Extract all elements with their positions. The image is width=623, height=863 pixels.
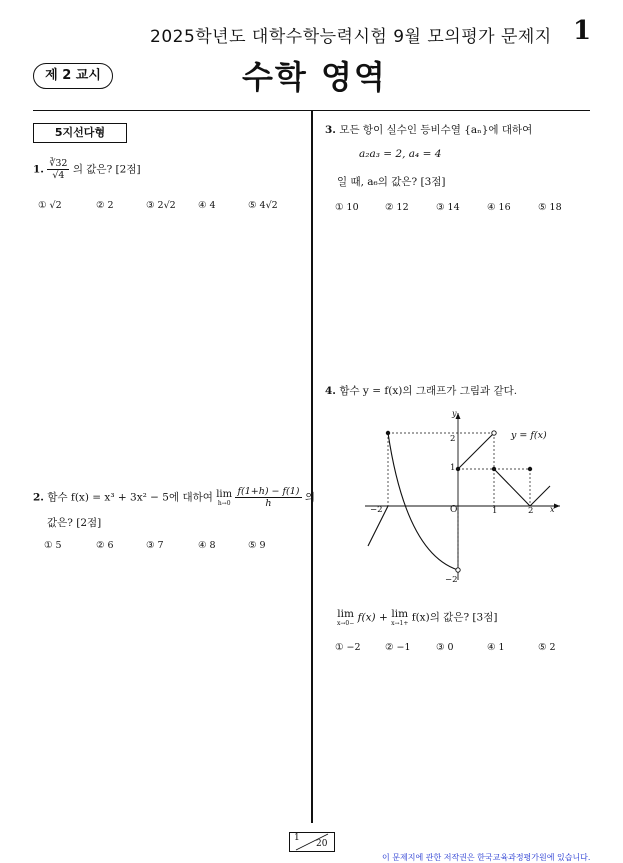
question-type-box: 5지선다형 — [33, 123, 127, 143]
choice-3[interactable]: ③ 14 — [436, 202, 460, 213]
column-divider — [311, 111, 313, 823]
tick-y-1: 1 — [450, 463, 456, 473]
question-1 — [33, 158, 141, 181]
graph-curve — [368, 433, 550, 570]
choice-3[interactable]: ③ 0 — [436, 642, 454, 653]
question-1-fraction — [47, 158, 69, 181]
question-3-choices — [335, 202, 595, 216]
choice-5[interactable]: ⑤ 18 — [538, 202, 562, 213]
question-2-fraction — [235, 486, 301, 509]
choice-1[interactable]: ① 5 — [44, 540, 62, 551]
question-number: 1. — [33, 163, 44, 176]
choice-4[interactable]: ④ 16 — [487, 202, 511, 213]
choice-2[interactable]: ② 6 — [96, 540, 114, 551]
limit-operator-left — [337, 608, 354, 627]
tick-y-neg2: −2 — [445, 575, 458, 585]
question-text: f(x)의 값은? [3점] — [411, 611, 498, 624]
choice-1[interactable]: ① √2 — [38, 200, 62, 211]
lim-subscript: x→1+ — [391, 620, 409, 627]
curve-label: y = f(x) — [511, 430, 547, 441]
question-number: 4. — [325, 385, 336, 397]
choice-5[interactable]: ⑤ 2 — [538, 642, 556, 653]
expression-middle: f(x) + — [357, 611, 388, 624]
choice-4[interactable]: ④ 8 — [198, 540, 216, 551]
choice-2[interactable]: ② 12 — [385, 202, 409, 213]
total-pages: 20 — [316, 839, 328, 849]
guide-lines — [388, 433, 530, 570]
question-number: 3. — [325, 124, 336, 136]
subject-title: 수학 영역 — [242, 58, 387, 96]
question-number: 2. — [33, 491, 44, 504]
question-text: 모든 항이 실수인 등비수열 {aₙ}에 대하여 — [339, 124, 533, 136]
limit-operator — [216, 489, 232, 507]
origin-label: O — [450, 505, 458, 515]
exam-title: 2025학년도 대학수학능력시험 9월 모의평가 문제지 — [150, 27, 552, 47]
choice-2[interactable]: ② −1 — [385, 642, 411, 653]
choice-4[interactable]: ④ 1 — [487, 642, 505, 653]
choice-5[interactable]: ⑤ 4√2 — [248, 200, 278, 211]
question-text: 함수 f(x) = x³ + 3x² − 5에 대하여 — [47, 491, 213, 504]
y-axis-label: y — [452, 409, 457, 418]
question-3-ask: 일 때, a₆의 값은? [3점] — [337, 176, 446, 188]
question-text: 의 값은? [2점] — [72, 163, 141, 176]
tick-x-neg2: −2 — [370, 505, 383, 515]
question-2-line2: 값은? [2점] — [47, 517, 102, 529]
question-2 — [33, 486, 315, 509]
filled-point — [386, 431, 390, 435]
fraction-numerator: ∛32 — [49, 158, 68, 169]
question-3-condition: a₂a₃ = 2, a₄ = 4 — [359, 148, 442, 160]
question-2-choices — [44, 540, 304, 554]
choice-3[interactable]: ③ 7 — [146, 540, 164, 551]
filled-point — [492, 467, 496, 471]
tick-x-1: 1 — [492, 506, 498, 516]
choice-4[interactable]: ④ 4 — [198, 200, 216, 211]
open-point — [492, 431, 496, 435]
choice-1[interactable]: ① 10 — [335, 202, 359, 213]
period-badge: 제 2 교시 — [33, 63, 113, 89]
choice-5[interactable]: ⑤ 9 — [248, 540, 266, 551]
filled-point — [456, 467, 460, 471]
question-text-tail: 의 — [304, 491, 315, 504]
question-4-choices — [335, 642, 595, 656]
lim-subscript: h→0 — [217, 499, 231, 507]
page-number: 1 — [573, 16, 592, 46]
limit-operator-right — [391, 608, 408, 627]
x-axis-label: x — [550, 505, 555, 514]
tick-x-2: 2 — [528, 506, 534, 516]
fraction-denominator: √4 — [52, 170, 65, 181]
question-text: 함수 y = f(x)의 그래프가 그림과 같다. — [339, 385, 518, 397]
choice-3[interactable]: ③ 2√2 — [146, 200, 176, 211]
question-4-expression — [337, 608, 497, 627]
page-indicator — [289, 832, 335, 852]
current-page: 1 — [294, 833, 300, 843]
choice-1[interactable]: ① −2 — [335, 642, 361, 653]
lim-label: lim — [391, 608, 409, 620]
lim-subscript: x→0− — [337, 620, 355, 627]
copyright-notice: 이 문제지에 관한 저작권은 한국교육과정평가원에 있습니다. — [382, 853, 591, 862]
tick-y-2: 2 — [450, 434, 456, 444]
question-1-choices — [38, 200, 298, 214]
choice-2[interactable]: ② 2 — [96, 200, 114, 211]
question-3 — [325, 122, 532, 137]
question-4 — [325, 383, 517, 398]
lim-label: lim — [337, 608, 354, 620]
fraction-denominator: h — [265, 498, 272, 509]
open-point — [456, 568, 460, 572]
fraction-numerator: f(1+h) − f(1) — [237, 486, 300, 497]
filled-point — [528, 467, 532, 471]
lim-label: lim — [216, 488, 233, 500]
